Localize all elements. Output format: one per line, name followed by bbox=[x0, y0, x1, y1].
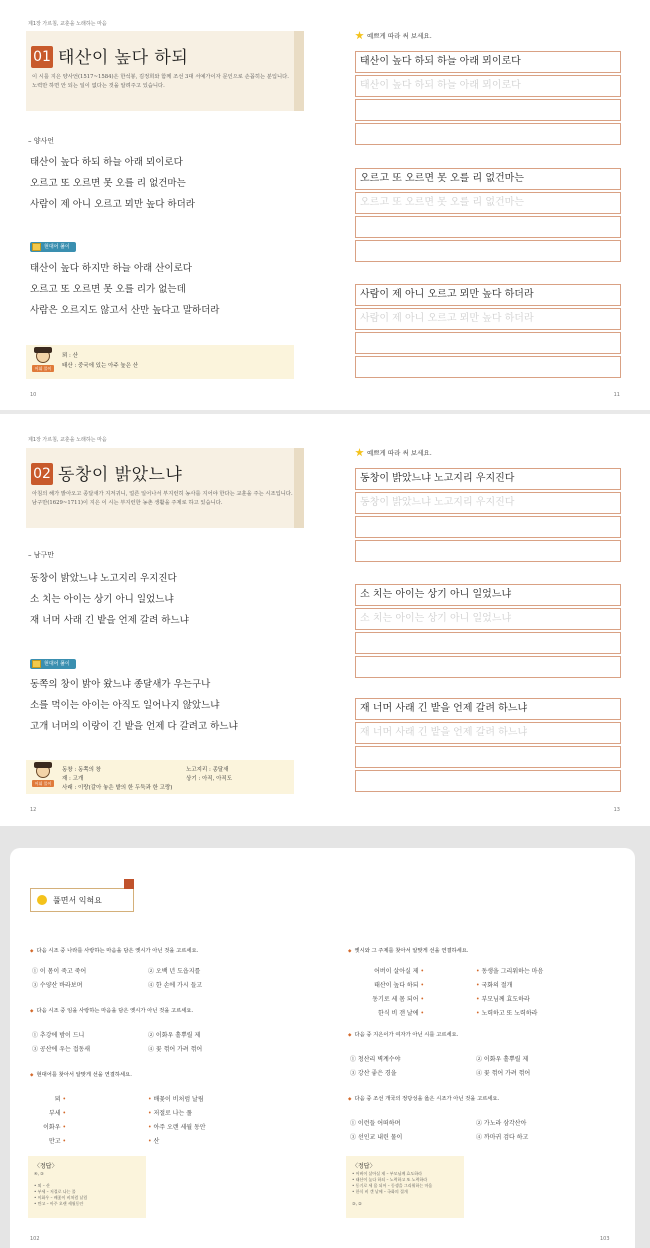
answer-lines: • 어버이 살아실 제 – 부모님께 효도하라 • 태산이 높다 하되 – 노력하고 또 노력하라 • 동기로 세 몸 되어 – 동생을 그리워하는 마음 • 한식 비 갠 날에 – 국화의 절개 ③, ② bbox=[352, 1171, 433, 1206]
spread-1 bbox=[0, 0, 650, 410]
q5-option[interactable]: ① 청산리 벽계수야 bbox=[350, 1056, 401, 1063]
modern-line: 오르고 또 오르면 못 오를 리가 없는데 bbox=[30, 284, 186, 295]
practice-line-trace[interactable]: 소 치는 아이는 상기 아니 일었느냐 bbox=[355, 608, 621, 630]
q6-option[interactable]: ① 이런들 어떠하며 bbox=[350, 1120, 401, 1127]
practice-line-trace[interactable]: 사람이 제 아니 오르고 뫼만 높다 하더라 bbox=[355, 308, 621, 330]
chapter-tag: 제1장 가르침, 교훈을 노래하는 마음 bbox=[28, 21, 107, 27]
page-number-right: 11 bbox=[613, 392, 620, 398]
poem-line: 동창이 밝았느냐 노고지리 우지진다 bbox=[30, 573, 177, 584]
vocab-note-box bbox=[26, 760, 294, 794]
vocab-note-box bbox=[26, 345, 294, 379]
match-right-item[interactable]: • 국화의 절개 bbox=[476, 982, 513, 989]
practice-line-blank[interactable] bbox=[355, 356, 621, 378]
q5-option[interactable]: ③ 강산 좋은 경을 bbox=[350, 1070, 397, 1077]
poem-author: – 양사언 bbox=[28, 137, 55, 145]
modern-line: 태산이 높다 하지만 하늘 아래 산이로다 bbox=[30, 263, 192, 274]
modern-lines bbox=[30, 674, 238, 737]
question-3: ◆ 현대어를 찾아서 알맞게 선을 연결하세요. bbox=[30, 1070, 132, 1078]
question-1: ◆ 다음 시조 중 나라를 사랑하는 마음을 담은 옛시가 아닌 것을 고르세요. bbox=[30, 946, 198, 954]
spread-3 bbox=[0, 826, 650, 1248]
poem-line: 사람이 제 아니 오르고 뫼만 높다 하더라 bbox=[30, 199, 195, 210]
practice-line-trace[interactable]: 오르고 또 오르면 못 오를 리 없건마는 bbox=[355, 192, 621, 214]
page-left bbox=[0, 0, 325, 410]
modern-translation-label: 현대어 풀이 bbox=[30, 242, 76, 252]
match-left-item[interactable]: 한식 비 갠 날에 • bbox=[378, 1010, 424, 1017]
practice-line-blank[interactable] bbox=[355, 123, 621, 145]
page-number-left: 12 bbox=[30, 807, 37, 813]
match-right-item[interactable]: • 부모님께 효도하라 bbox=[476, 996, 530, 1003]
q6-option[interactable]: ② 가노라 삼각산아 bbox=[476, 1120, 527, 1127]
match-right-item[interactable]: • 산 bbox=[148, 1138, 160, 1145]
book-icon bbox=[32, 660, 41, 668]
practice-line-sample: 재 너머 사래 긴 밭을 언제 갈려 하느냐 bbox=[355, 698, 621, 720]
vocab-notes: 뫼 : 산 태산 : 중국에 있는 아주 높은 산 bbox=[62, 353, 139, 369]
q6-option[interactable]: ③ 선인교 내린 물이 bbox=[350, 1134, 403, 1141]
match-left-item[interactable]: 만고 • bbox=[48, 1138, 66, 1145]
heading-ribbon bbox=[124, 879, 134, 889]
practice-line-blank[interactable] bbox=[355, 332, 621, 354]
practice-group bbox=[355, 698, 621, 794]
question-4: ◆ 옛시와 그 주제를 찾아서 알맞게 선을 연결하세요. bbox=[348, 946, 469, 954]
practice-line-blank[interactable] bbox=[355, 240, 621, 262]
answer-title: 〈정답〉 bbox=[34, 1163, 58, 1170]
poem-number-badge: 01 bbox=[31, 46, 53, 68]
practice-group bbox=[355, 468, 621, 564]
poem-title: 동창이 밝았느냐 bbox=[58, 465, 183, 485]
match-left-item[interactable]: 어버이 살아실 제 • bbox=[374, 968, 424, 975]
q1-option[interactable]: ④ 한 손에 가시 들고 bbox=[148, 982, 203, 989]
vocab-notes-a: 동창 : 동쪽의 창 재 : 고개 사래 : 이랑(갈아 놓은 밭의 한 두둑과 한 고랑) bbox=[62, 767, 173, 791]
question-5: ◆ 다음 중 지은이가 여자가 아닌 시를 고르세요. bbox=[348, 1030, 458, 1038]
poem-line: 재 너머 사래 긴 밭을 언제 갈려 하느냐 bbox=[30, 615, 189, 626]
poem-line: 오르고 또 오르면 못 오를 리 없건마는 bbox=[30, 178, 186, 189]
question-6: ◆ 다음 중 조선 개국의 정당성을 읊은 시조가 아닌 것을 고르세요. bbox=[348, 1094, 499, 1102]
page-left bbox=[0, 414, 325, 826]
page-right bbox=[325, 0, 650, 410]
modern-lines bbox=[30, 258, 219, 321]
title-box bbox=[26, 448, 304, 528]
practice-line-sample: 태산이 높다 하되 하늘 아래 뫼이로다 bbox=[355, 51, 621, 73]
poem-line: 소 치는 아이는 상기 아니 일었느냐 bbox=[30, 594, 174, 605]
q6-option[interactable]: ④ 까마귀 검다 하고 bbox=[476, 1134, 529, 1141]
sun-icon bbox=[37, 895, 47, 905]
practice-heading: 예쁘게 따라 써 보세요. bbox=[355, 31, 432, 40]
q5-option[interactable]: ② 이화우 흩뿌릴 제 bbox=[476, 1056, 529, 1063]
match-left-item[interactable]: 태산이 높다 하되 • bbox=[374, 982, 424, 989]
book-icon bbox=[32, 243, 41, 251]
title-box bbox=[26, 31, 304, 111]
q1-option[interactable]: ① 이 몸이 죽고 죽어 bbox=[32, 968, 87, 975]
poem-line: 태산이 높다 하되 하늘 아래 뫼이로다 bbox=[30, 157, 183, 168]
practice-line-blank[interactable] bbox=[355, 99, 621, 121]
chapter-tag: 제1장 가르침, 교훈을 노래하는 마음 bbox=[28, 437, 107, 443]
practice-line-blank[interactable] bbox=[355, 770, 621, 792]
practice-line-blank[interactable] bbox=[355, 516, 621, 538]
practice-line-blank[interactable] bbox=[355, 656, 621, 678]
page-right bbox=[325, 414, 650, 826]
page-number-right: 13 bbox=[613, 807, 620, 813]
practice-line-blank[interactable] bbox=[355, 216, 621, 238]
match-left-item[interactable]: 이화우 • bbox=[43, 1124, 66, 1131]
spread-2 bbox=[0, 414, 650, 826]
match-left-item[interactable]: 동기로 세 몸 되어 • bbox=[372, 996, 424, 1003]
q2-option[interactable]: ③ 공산에 우는 접동새 bbox=[32, 1046, 91, 1053]
match-left-item[interactable]: 부세 • bbox=[48, 1110, 66, 1117]
practice-line-blank[interactable] bbox=[355, 746, 621, 768]
practice-group bbox=[355, 168, 621, 264]
match-right-item[interactable]: • 동생을 그리워하는 마음 bbox=[476, 968, 544, 975]
answer-box bbox=[28, 1156, 146, 1218]
poem-author: – 남구만 bbox=[28, 551, 55, 559]
vocab-notes-b: 노고지리 : 종달새 상기 : 아직, 아직도 bbox=[186, 767, 233, 782]
page-number-left: 10 bbox=[30, 392, 37, 398]
q1-option[interactable]: ② 오백 년 도읍지를 bbox=[148, 968, 201, 975]
scholar-icon: 어휘 풀이 bbox=[32, 349, 54, 373]
quiz-heading: 풀면서 익혀요 bbox=[30, 888, 134, 912]
match-right-item[interactable]: • 배꽃이 비처럼 날림 bbox=[148, 1096, 204, 1103]
q1-option[interactable]: ③ 수양산 바라보며 bbox=[32, 982, 83, 989]
answer-title: 〈정답〉 bbox=[352, 1163, 376, 1170]
practice-line-trace[interactable]: 태산이 높다 하되 하늘 아래 뫼이로다 bbox=[355, 75, 621, 97]
star-icon bbox=[355, 448, 364, 457]
practice-line-blank[interactable] bbox=[355, 632, 621, 654]
quiz-paper bbox=[10, 848, 635, 1248]
page-number-right: 103 bbox=[600, 1236, 610, 1242]
match-left-item[interactable]: 뫼 • bbox=[54, 1096, 66, 1103]
practice-group bbox=[355, 51, 621, 147]
practice-line-blank[interactable] bbox=[355, 540, 621, 562]
modern-line: 고개 너머의 이랑이 긴 밭을 언제 다 갈려고 하느냐 bbox=[30, 721, 238, 732]
poem-description: 이 시를 지은 양사언(1517~1584)은 한석봉, 김정희와 함께 조선 3대 서예가이자 문인으로 손꼽히는 분입니다. 노력만 하면 안 되는 일이 없다는 것을 알려주고 있습니다. bbox=[32, 74, 289, 89]
poem-lines bbox=[30, 568, 189, 631]
practice-line-sample: 오르고 또 오르면 못 오를 리 없건마는 bbox=[355, 168, 621, 190]
practice-line-sample: 동창이 밝았느냐 노고지리 우지진다 bbox=[355, 468, 621, 490]
match-right-item[interactable]: • 저절로 나는 풀 bbox=[148, 1110, 193, 1117]
practice-line-sample: 소 치는 아이는 상기 아니 일었느냐 bbox=[355, 584, 621, 606]
practice-line-trace[interactable]: 동창이 밝았느냐 노고지리 우지진다 bbox=[355, 492, 621, 514]
practice-line-sample: 사람이 제 아니 오르고 뫼만 높다 하더라 bbox=[355, 284, 621, 306]
poem-description: 아침의 해가 밝아오고 종달새가 지저귀니, 얼른 일어나서 부지런히 농사를 지어야 한다는 교훈을 주는 시조입니다. 남구만(1629~1711)이 지은 이 시는 부지런한 농촌 생활을 주제로 하고 있습니다. bbox=[32, 491, 293, 506]
modern-line: 소를 먹이는 아이는 아직도 일어나지 않았느냐 bbox=[30, 700, 220, 711]
practice-group bbox=[355, 584, 621, 680]
q2-option[interactable]: ④ 꽃 꺾어 가려 꺾어 bbox=[148, 1046, 203, 1053]
match-right-item[interactable]: • 아주 오랜 세월 동안 bbox=[148, 1124, 206, 1131]
poem-lines bbox=[30, 152, 195, 215]
title-ribbon-bar bbox=[294, 31, 304, 111]
q5-option[interactable]: ④ 꽃 꺾어 가려 꺾어 bbox=[476, 1070, 531, 1077]
practice-line-trace[interactable]: 재 너머 사래 긴 밭을 언제 갈려 하느냐 bbox=[355, 722, 621, 744]
modern-line: 동쪽의 창이 밝아 왔느냐 종달새가 우는구나 bbox=[30, 679, 211, 690]
question-2: ◆ 다음 시조 중 임을 사랑하는 마음을 담은 옛시가 아닌 것을 고르세요. bbox=[30, 1006, 193, 1014]
page-number-left: 102 bbox=[30, 1236, 40, 1242]
title-ribbon-bar bbox=[294, 448, 304, 528]
match-right-item[interactable]: • 노력하고 또 노력하라 bbox=[476, 1010, 538, 1017]
answer-lines: ④, ③ • 뫼 – 산 • 부세 – 저절로 나는 풀 • 이화우 – 배꽃이 비처럼 날림 • 만고 – 아주 오랜 세월동안 bbox=[34, 1171, 88, 1206]
star-icon bbox=[355, 31, 364, 40]
modern-translation-label: 현대어 풀이 bbox=[30, 659, 76, 669]
poem-number-badge: 02 bbox=[31, 463, 53, 485]
q2-option[interactable]: ① 추강에 밤이 드니 bbox=[32, 1032, 85, 1039]
practice-group bbox=[355, 284, 621, 380]
answer-box bbox=[346, 1156, 464, 1218]
scholar-icon: 어휘 풀이 bbox=[32, 764, 54, 788]
modern-line: 사람은 오르지도 않고서 산만 높다고 말하더라 bbox=[30, 305, 220, 316]
poem-title: 태산이 높다 하되 bbox=[58, 48, 189, 68]
practice-heading: 예쁘게 따라 써 보세요. bbox=[355, 448, 432, 457]
q2-option[interactable]: ② 이화우 흩뿌릴 제 bbox=[148, 1032, 201, 1039]
